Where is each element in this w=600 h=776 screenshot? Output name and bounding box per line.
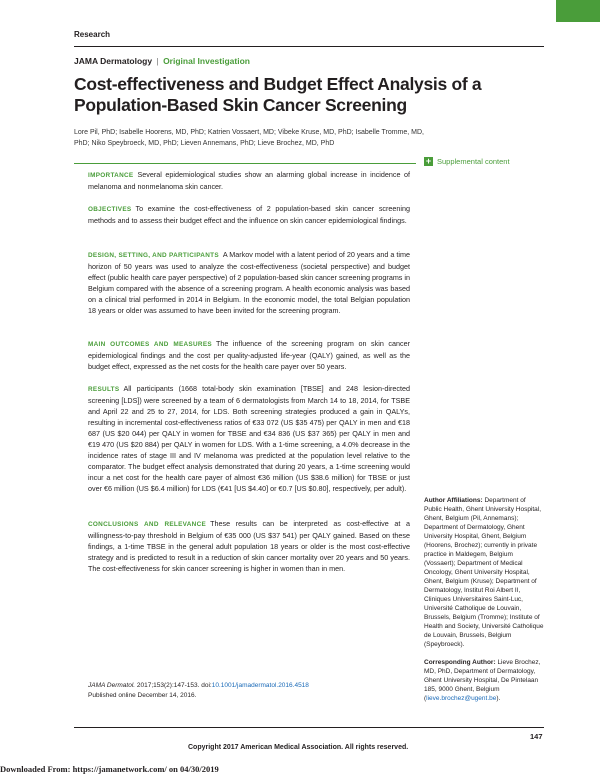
abstract-objectives — [88, 203, 410, 226]
abstract-rule — [74, 163, 416, 164]
abstract-design — [88, 249, 410, 316]
abstract-head: OBJECTIVES — [88, 206, 132, 213]
abstract-text: A Markov model with a latent period of 20 years and a time horizon of 50 years was used to analyze the cost-effectiveness (societal perspective) and budget effect (public health care payer perspective) of 2 population-based skin cancer screening programs in Belgium compared with the absence of a screening program. A health economic analysis was based on a clinical trial performed in 2014 in Belgium. In the economic model, the total Belgian population 18 years or older was assumed to have been invited for the screening program. — [88, 250, 410, 315]
abstract-head: IMPORTANCE — [88, 172, 134, 179]
abstract-text: The influence of the screening program on skin cancer epidemiological findings and the cost per quality-adjusted life-year (QALY) gained, as well as the budget effect, expressed as the net costs for the health care payer over 50 years. — [88, 339, 410, 371]
abstract-head: MAIN OUTCOMES AND MEASURES — [88, 341, 212, 348]
header-rule — [74, 46, 544, 47]
abstract-head: DESIGN, SETTING, AND PARTICIPANTS — [88, 252, 219, 259]
plus-icon: + — [425, 156, 432, 166]
author-affiliations — [424, 496, 544, 649]
corresponding-label: Corresponding Author: — [424, 659, 496, 666]
email-link[interactable]: lieve.brochez@ugent.be — [426, 695, 497, 702]
journal-separator: | — [156, 56, 159, 66]
abstract-importance — [88, 169, 410, 192]
section-color-tab — [556, 0, 600, 22]
published-online: Published online December 14, 2016. — [88, 692, 197, 699]
abstract-results — [88, 383, 410, 494]
supplemental-content-link[interactable] — [424, 157, 510, 166]
citation-ref: 2017;153(2):147-153. doi: — [135, 682, 212, 689]
doi-link[interactable]: 10.1001/jamadermatol.2016.4518 — [211, 682, 309, 689]
corresponding-text: Lieve Brochez, MD, PhD, Department of Dermatology, Ghent University Hospital, De Pintelaan 185, 9000 Ghent, Belgium ( — [424, 659, 541, 702]
download-stamp: Downloaded From: https://jamanetwork.com/ on 04/30/2019 — [0, 764, 219, 774]
supplemental-label: Supplemental content — [437, 157, 510, 166]
abstract-head: RESULTS — [88, 386, 120, 393]
journal-name: JAMA Dermatology — [74, 56, 153, 66]
abstract-outcomes — [88, 338, 410, 372]
abstract-conclusions — [88, 518, 410, 574]
footer-rule — [74, 727, 544, 728]
citation-journal: JAMA Dermatol. — [88, 682, 136, 689]
abstract-text: Several epidemiological studies show an alarming global increase in incidence of melanoma and nonmelanoma skin cancer. — [88, 170, 410, 191]
abstract-text: These results can be interpreted as cost-effective at a willingness-to-pay threshold in Belgium of €35 000 (US $37 541) per QALY gained. Based on these findings, a 1-time TBSE in the general adult population 18 years or older is the most cost-effective strategy and is predicted to result in a reduction of skin cancer mortality over 20 years and 50 years. The cost-effectiveness for skin cancer screening is higher in women than in men. — [88, 519, 410, 573]
citation-line — [88, 681, 418, 691]
author-list: Lore Pil, PhD; Isabelle Hoorens, MD, PhD; Katrien Vossaert, MD; Vibeke Kruse, MD, PhD; Isabelle Tromme, MD, PhD; Niko Speybroeck, MD, PhD; Lieven Annemans, PhD; Lieve Brochez, MD, PhD — [74, 129, 425, 147]
abstract-text: To examine the cost-effectiveness of 2 population-based skin cancer screening methods and to assess their budget effect and the influence on skin cancer epidemiological findings. — [88, 204, 410, 225]
copyright-notice: Copyright 2017 American Medical Association. All rights reserved. — [188, 744, 409, 751]
abstract-text: All participants (1668 total-body skin examination [TBSE] and 248 lesion-directed screening [LDS]) were screened by a team of 6 dermatologists from March 14 to 18, 2014, for TSBE and April 22 and 25 to 27, 2014, for LDS. Both screening strategies produced a gain in QALYs, resulting in incremental cost-effectiveness ratios of €33 072 (US $35 475) per QALY in men and €18 687 (US $20 044) per QALY in women for TBSE and €34 836 (US $37 365) per QALY in men and €19 470 (US $20 884) per QALY in women for LDS. With a 1-time screening, a 4.0% decrease in the incidence rates of stage III and IV melanoma was predicted at the population level relative to the comparator. The budget effect analysis demonstrated that during 20 years, a 1-time screening would incur a net cost for the health care payer of almost €36 million (US $38.6 million) for TBSE or just over €6 million (US $6.4 million) for LDS (€41 [US $4.40] or €0.7 [US $0.80], respectively, per adult). — [88, 384, 410, 493]
article-title: Cost-effectiveness and Budget Effect Analysis of a Population-Based Skin Cancer Screening — [74, 74, 482, 115]
section-label: Research — [74, 30, 111, 39]
page-number: 147 — [530, 732, 543, 741]
affiliations-label: Author Affiliations: — [424, 497, 483, 504]
abstract-head: CONCLUSIONS AND RELEVANCE — [88, 521, 207, 528]
affiliations-text: Department of Public Health, Ghent University Hospital, Ghent, Belgium (Pil, Annemans); Department of Dermatology, Ghent University Hospital, Ghent, Belgium (Hoorens, Brochez); currently in private practice in Maldegem, Belgium (Vossaert); Department of Medical Oncology, Ghent University Hospital, Ghent, Belgium (Kruse); Department of Dermatology, Institut Roi Albert II, Cliniques Universitaires Saint-Luc, Université Catholique de Louvain, Brussels, Belgium (Tromme); Institute of Health and Society, Université Catholique de Louvain, Brussels, Belgium (Speybroeck). — [424, 497, 544, 648]
corresponding-author — [424, 658, 544, 703]
corresponding-close: ). — [496, 695, 501, 702]
article-type: Original Investigation — [163, 56, 250, 66]
journal-line — [74, 56, 250, 66]
citation — [88, 681, 418, 701]
